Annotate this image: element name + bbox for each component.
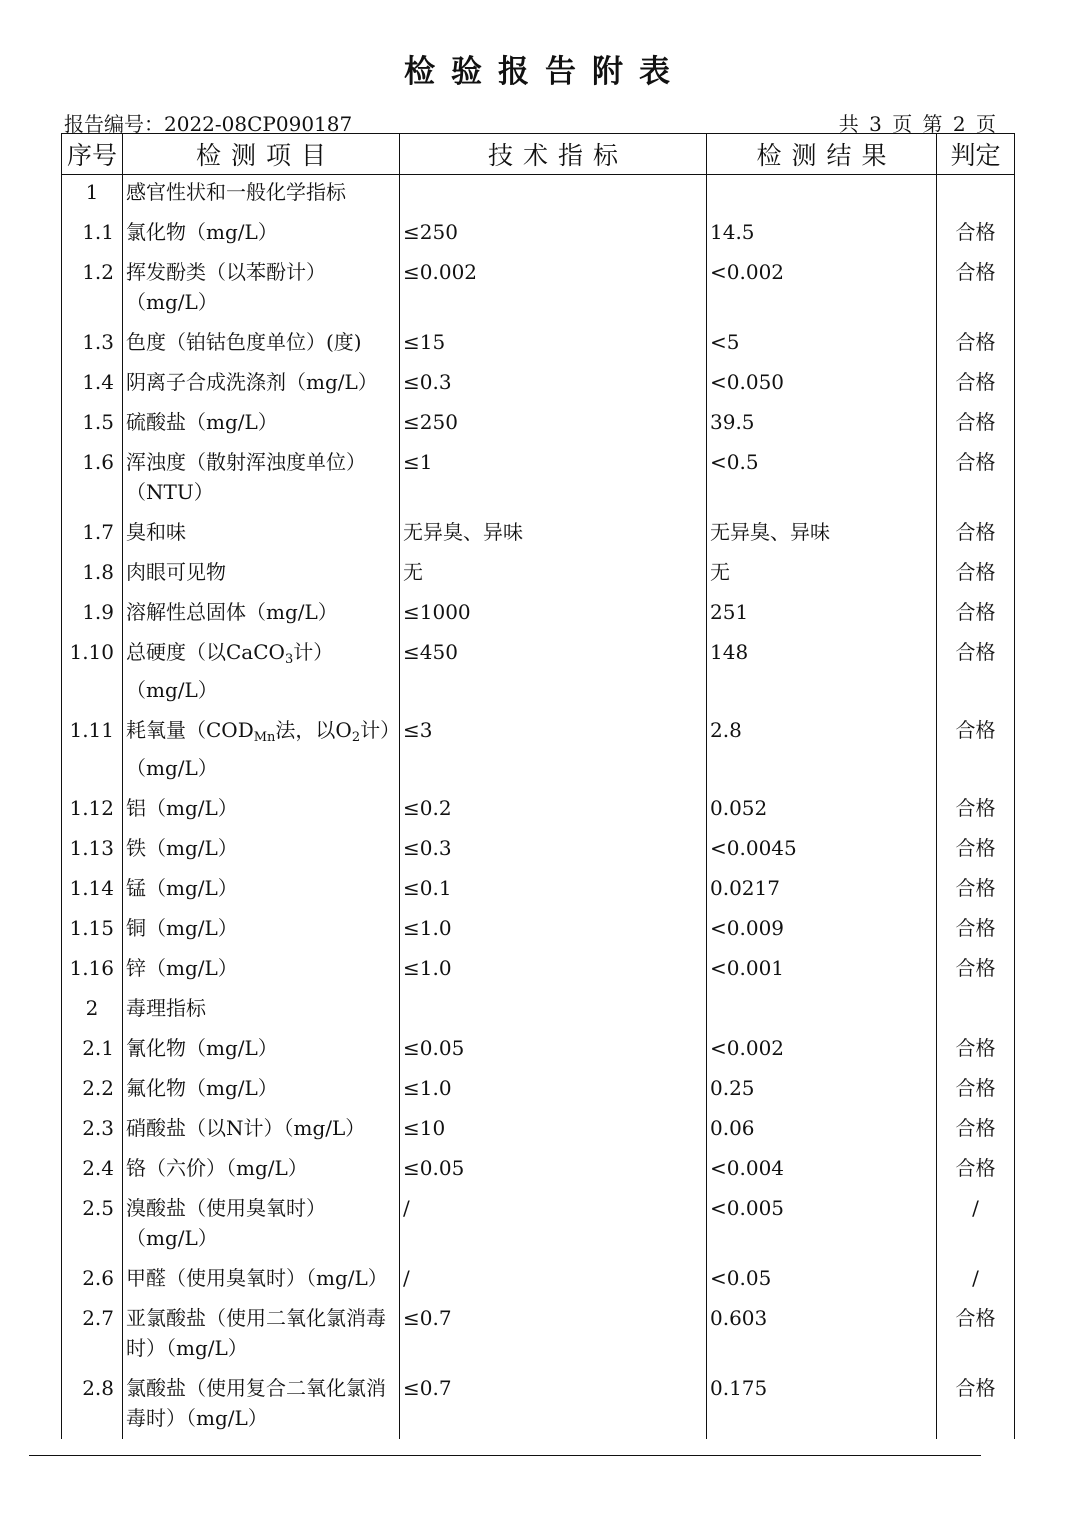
row-number: 1.2	[62, 253, 123, 323]
row-number: 1.4	[62, 363, 123, 403]
row-spec: 无	[400, 553, 707, 593]
row-judgement: 合格	[937, 403, 1015, 443]
header-judgement: 判定	[937, 134, 1015, 175]
row-number: 1.16	[62, 949, 123, 989]
row-spec: ≤0.2	[400, 789, 707, 829]
header-result: 检测结果	[707, 134, 937, 175]
row-item: 总硬度（以CaCO$_3$计）（mg/L）	[123, 633, 400, 711]
table-row	[62, 789, 1015, 829]
row-number: 1.12	[62, 789, 123, 829]
row-number: 2.5	[62, 1189, 123, 1259]
table-row	[62, 1029, 1015, 1069]
table-bottom-rule	[29, 1455, 981, 1456]
row-item: 浑浊度（散射浑浊度单位）（NTU）	[123, 443, 400, 513]
row-item: 溴酸盐（使用臭氧时）（mg/L）	[123, 1189, 400, 1259]
row-judgement: 合格	[937, 1029, 1015, 1069]
row-number: 2.3	[62, 1109, 123, 1149]
row-result	[707, 989, 937, 1029]
row-result: <5	[707, 323, 937, 363]
row-number: 2.7	[62, 1299, 123, 1369]
report-title: 检验报告附表	[404, 54, 686, 90]
header-no: 序号	[62, 134, 123, 175]
row-number: 1.7	[62, 513, 123, 553]
row-item: 锰（mg/L）	[123, 869, 400, 909]
row-item: 感官性状和一般化学指标	[123, 175, 400, 214]
row-result: 148	[707, 633, 937, 711]
row-number: 2.6	[62, 1259, 123, 1299]
row-item: 铜（mg/L）	[123, 909, 400, 949]
row-judgement	[937, 989, 1015, 1029]
row-result: <0.005	[707, 1189, 937, 1259]
header-row	[62, 134, 1015, 175]
row-result: 0.603	[707, 1299, 937, 1369]
row-judgement: 合格	[937, 1109, 1015, 1149]
row-spec: ≤250	[400, 213, 707, 253]
row-judgement: 合格	[937, 711, 1015, 789]
row-result: <0.004	[707, 1149, 937, 1189]
row-spec: ≤1.0	[400, 909, 707, 949]
table-row	[62, 513, 1015, 553]
row-judgement: 合格	[937, 443, 1015, 513]
row-judgement	[937, 175, 1015, 214]
table-row	[62, 323, 1015, 363]
row-item: 氰化物（mg/L）	[123, 1029, 400, 1069]
row-item: 硝酸盐（以N计）（mg/L）	[123, 1109, 400, 1149]
row-item: 色度（铂钴色度单位）(度)	[123, 323, 400, 363]
table-row	[62, 213, 1015, 253]
row-spec	[400, 989, 707, 1029]
row-item: 铝（mg/L）	[123, 789, 400, 829]
table-row	[62, 593, 1015, 633]
row-item: 亚氯酸盐（使用二氧化氯消毒时）（mg/L）	[123, 1299, 400, 1369]
table-row	[62, 363, 1015, 403]
table-row	[62, 1069, 1015, 1109]
row-judgement: 合格	[937, 253, 1015, 323]
row-item: 挥发酚类（以苯酚计）（mg/L）	[123, 253, 400, 323]
row-item: 氟化物（mg/L）	[123, 1069, 400, 1109]
row-spec: /	[400, 1259, 707, 1299]
row-item: 溶解性总固体（mg/L）	[123, 593, 400, 633]
row-number: 1.13	[62, 829, 123, 869]
row-result: 无异臭、异味	[707, 513, 937, 553]
row-number: 2.8	[62, 1369, 123, 1439]
row-result	[707, 175, 937, 214]
table-row	[62, 553, 1015, 593]
row-judgement: 合格	[937, 213, 1015, 253]
row-spec: 无异臭、异味	[400, 513, 707, 553]
row-number: 1.6	[62, 443, 123, 513]
row-judgement: 合格	[937, 1149, 1015, 1189]
row-result: 0.052	[707, 789, 937, 829]
row-judgement: 合格	[937, 513, 1015, 553]
row-judgement: 合格	[937, 789, 1015, 829]
row-judgement: /	[937, 1189, 1015, 1259]
row-item: 甲醛（使用臭氧时）（mg/L）	[123, 1259, 400, 1299]
row-item: 耗氧量（$COD_{Mn}$法，以$O_2$计）（mg/L）	[123, 711, 400, 789]
row-spec: ≤0.7	[400, 1369, 707, 1439]
table-row	[62, 175, 1015, 214]
table-row	[62, 949, 1015, 989]
row-result: <0.002	[707, 253, 937, 323]
row-number: 1.10	[62, 633, 123, 711]
row-spec: ≤3	[400, 711, 707, 789]
row-spec: /	[400, 1189, 707, 1259]
row-result: 0.0217	[707, 869, 937, 909]
table-row	[62, 253, 1015, 323]
row-result: 14.5	[707, 213, 937, 253]
table-row	[62, 443, 1015, 513]
row-item: 肉眼可见物	[123, 553, 400, 593]
table-row	[62, 711, 1015, 789]
row-number: 1.11	[62, 711, 123, 789]
row-spec: ≤1.0	[400, 949, 707, 989]
row-judgement: 合格	[937, 323, 1015, 363]
row-spec: ≤1	[400, 443, 707, 513]
row-result: <0.009	[707, 909, 937, 949]
row-result: <0.0045	[707, 829, 937, 869]
row-number: 1.8	[62, 553, 123, 593]
row-spec: ≤10	[400, 1109, 707, 1149]
row-item: 铬（六价）（mg/L）	[123, 1149, 400, 1189]
table-row	[62, 1189, 1015, 1259]
row-spec: ≤0.1	[400, 869, 707, 909]
row-spec: ≤450	[400, 633, 707, 711]
table-row	[62, 989, 1015, 1029]
row-item: 阴离子合成洗涤剂（mg/L）	[123, 363, 400, 403]
table-body	[62, 175, 1015, 1440]
report-number-value: 2022-08CP090187	[164, 112, 353, 136]
row-item: 氯化物（mg/L）	[123, 213, 400, 253]
row-judgement: 合格	[937, 949, 1015, 989]
row-result: 0.25	[707, 1069, 937, 1109]
row-item: 氯酸盐（使用复合二氧化氯消毒时）（mg/L）	[123, 1369, 400, 1439]
row-spec: ≤1000	[400, 593, 707, 633]
row-result: 251	[707, 593, 937, 633]
row-number: 2.4	[62, 1149, 123, 1189]
row-spec: ≤15	[400, 323, 707, 363]
table-row	[62, 869, 1015, 909]
row-judgement: 合格	[937, 1069, 1015, 1109]
row-spec	[400, 175, 707, 214]
row-number: 2.1	[62, 1029, 123, 1069]
table-row	[62, 829, 1015, 869]
row-spec: ≤0.05	[400, 1029, 707, 1069]
table-row	[62, 633, 1015, 711]
row-number: 1	[62, 175, 123, 214]
row-result: <0.05	[707, 1259, 937, 1299]
row-spec: ≤0.05	[400, 1149, 707, 1189]
row-result: <0.001	[707, 949, 937, 989]
row-result: <0.002	[707, 1029, 937, 1069]
row-judgement: 合格	[937, 363, 1015, 403]
row-result: 39.5	[707, 403, 937, 443]
row-spec: ≤0.002	[400, 253, 707, 323]
report-number-label: 报告编号：	[64, 112, 164, 136]
table-row	[62, 909, 1015, 949]
row-spec: ≤0.7	[400, 1299, 707, 1369]
row-judgement: 合格	[937, 829, 1015, 869]
row-item: 锌（mg/L）	[123, 949, 400, 989]
row-judgement: 合格	[937, 593, 1015, 633]
row-spec: ≤250	[400, 403, 707, 443]
row-spec: ≤0.3	[400, 363, 707, 403]
row-result: 0.06	[707, 1109, 937, 1149]
row-item: 硫酸盐（mg/L）	[123, 403, 400, 443]
row-judgement: 合格	[937, 633, 1015, 711]
row-judgement: /	[937, 1259, 1015, 1299]
table-row	[62, 1369, 1015, 1439]
row-result: 0.175	[707, 1369, 937, 1439]
row-number: 1.5	[62, 403, 123, 443]
table-row	[62, 1259, 1015, 1299]
row-number: 2	[62, 989, 123, 1029]
row-judgement: 合格	[937, 1369, 1015, 1439]
row-number: 2.2	[62, 1069, 123, 1109]
table-row	[62, 1299, 1015, 1369]
row-number: 1.3	[62, 323, 123, 363]
header-spec: 技术指标	[400, 134, 707, 175]
header-item: 检测项目	[123, 134, 400, 175]
row-item: 臭和味	[123, 513, 400, 553]
row-result: <0.050	[707, 363, 937, 403]
row-result: 无	[707, 553, 937, 593]
row-number: 1.9	[62, 593, 123, 633]
row-judgement: 合格	[937, 1299, 1015, 1369]
row-result: 2.8	[707, 711, 937, 789]
table-row	[62, 1149, 1015, 1189]
row-spec: ≤0.3	[400, 829, 707, 869]
row-number: 1.15	[62, 909, 123, 949]
row-judgement: 合格	[937, 909, 1015, 949]
table-row	[62, 1109, 1015, 1149]
row-result: <0.5	[707, 443, 937, 513]
results-table	[61, 133, 1015, 1439]
row-item: 毒理指标	[123, 989, 400, 1029]
row-judgement: 合格	[937, 553, 1015, 593]
row-judgement: 合格	[937, 869, 1015, 909]
row-number: 1.14	[62, 869, 123, 909]
row-number: 1.1	[62, 213, 123, 253]
row-spec: ≤1.0	[400, 1069, 707, 1109]
page-info: 共 3 页 第 2 页	[838, 112, 998, 136]
row-item: 铁（mg/L）	[123, 829, 400, 869]
table-row	[62, 403, 1015, 443]
